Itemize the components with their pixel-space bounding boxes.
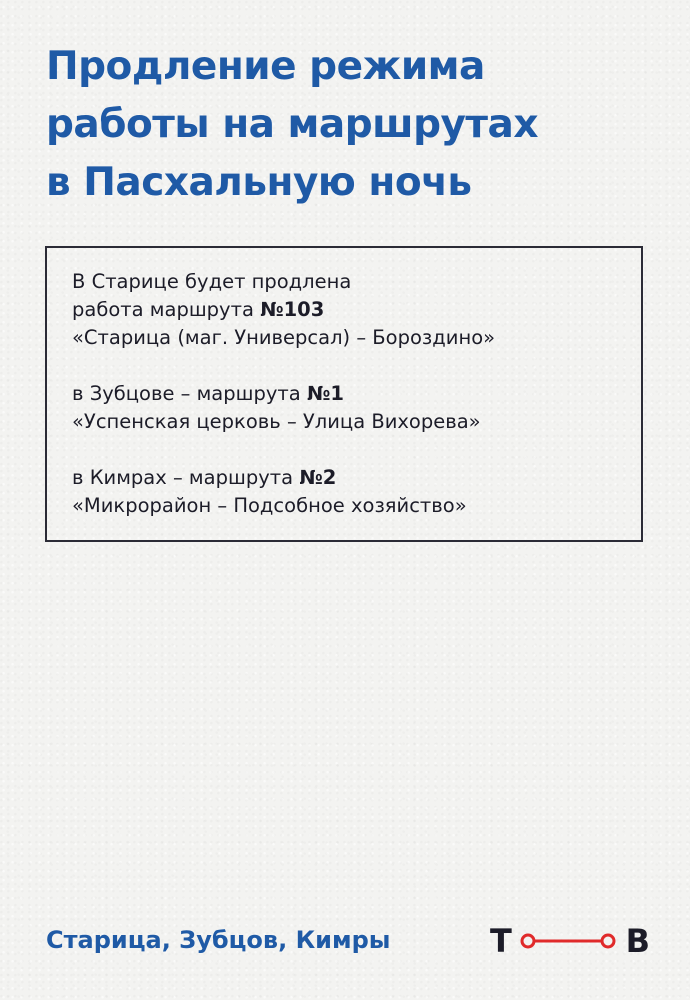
logo-letter-right: В: [625, 922, 650, 960]
page-title: [46, 38, 656, 212]
info-block-kimry: [72, 464, 617, 520]
tov-logo: [490, 920, 652, 962]
route-line-icon: [518, 930, 618, 952]
info-text: в Кимрах – маршрута: [72, 466, 300, 489]
info-text-line: [72, 380, 617, 408]
info-block-zubtsov: [72, 380, 617, 436]
route-number: №1: [306, 382, 344, 405]
info-box: [45, 246, 643, 542]
info-text-line: [72, 464, 617, 492]
route-number: №2: [299, 466, 337, 489]
info-text: в Зубцове – маршрута: [72, 382, 307, 405]
route-name: «Микрорайон – Подсобное хозяйство»: [72, 494, 467, 517]
title-line-2: работы на маршрутах: [46, 102, 538, 147]
info-text: В Старице будет продлена: [72, 270, 352, 293]
title-line-1: Продление режима: [46, 44, 485, 89]
info-block-staritsa: [72, 268, 617, 352]
logo-letter-left: Т: [490, 922, 512, 960]
info-text-line: [72, 296, 617, 324]
route-number: №103: [260, 298, 325, 321]
title-line-3: в Пасхальную ночь: [46, 160, 472, 205]
info-text: работа маршрута: [72, 298, 261, 321]
footer-cities: Старица, Зубцов, Кимры: [46, 926, 391, 954]
route-name: «Успенская церковь – Улица Вихорева»: [72, 410, 481, 433]
route-name: «Старица (маг. Универсал) – Бороздино»: [72, 326, 496, 349]
